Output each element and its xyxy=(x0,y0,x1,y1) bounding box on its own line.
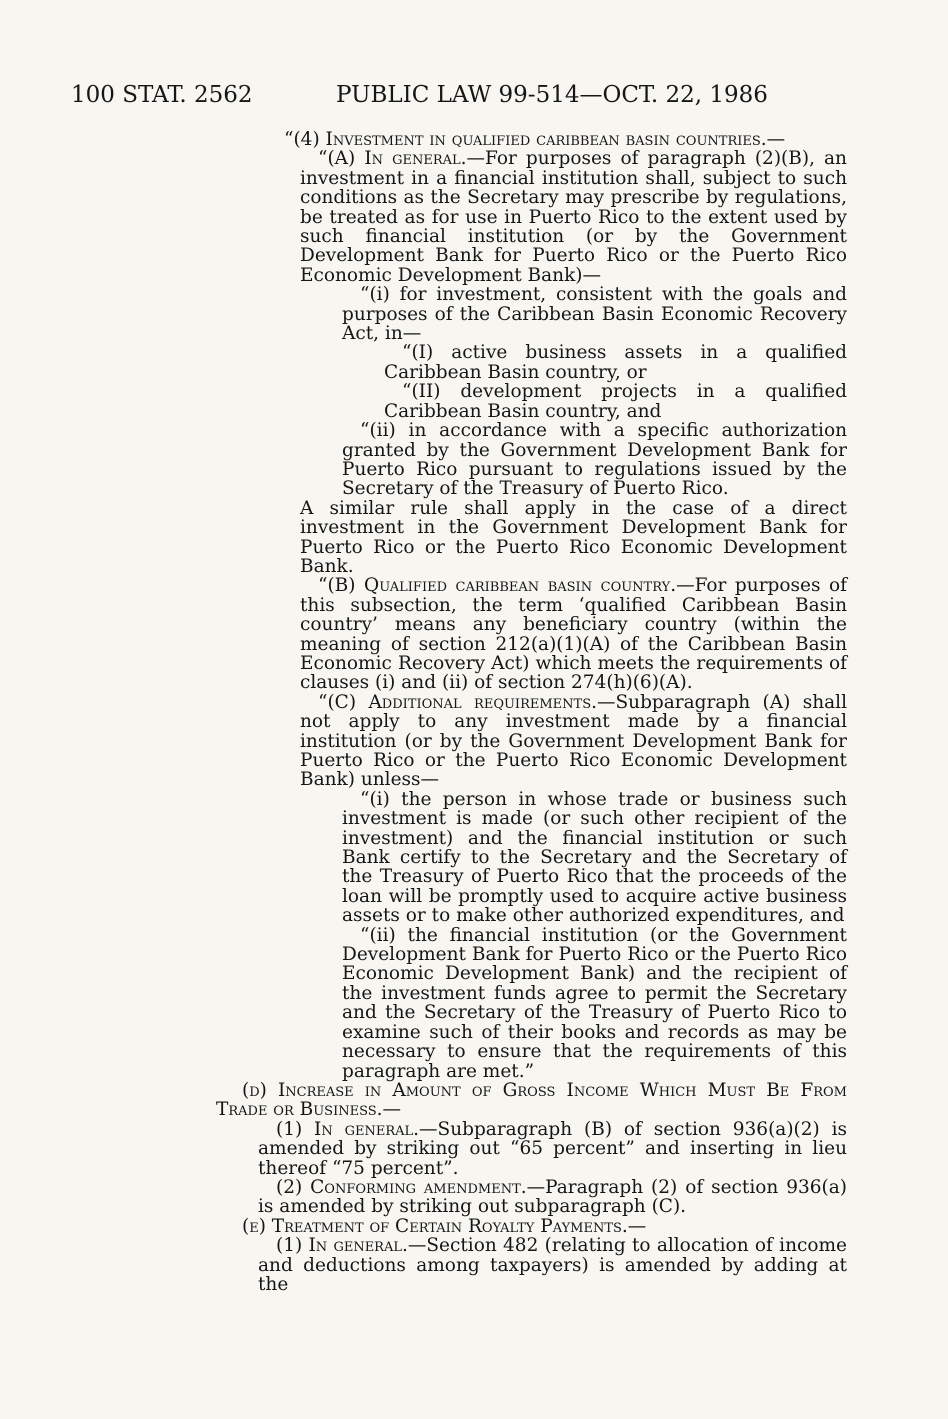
subclause-a-i-I: “(I) active business assets in a qualified Caribbean Basin country, or xyxy=(384,342,847,383)
subclause-a-i-II: “(II) development projects in a qualified Caribbean Basin country, and xyxy=(384,381,847,422)
paragraph-d-2-text: —Paragraph (2) of section 936(a) is amended by striking out subparagraph (C). xyxy=(258,1176,848,1218)
paragraph-e-1-text: —Section 482 (relating to allocation of income and deductions among taxpayers) is amended by adding at the xyxy=(258,1235,847,1295)
subparagraph-b xyxy=(300,576,847,692)
subparagraph-c xyxy=(300,693,847,790)
stat-page-number: 100 STAT. 2562 xyxy=(71,82,253,108)
page-header xyxy=(0,82,948,112)
subparagraph-c-heading: “(C) Additional requirements. xyxy=(318,691,597,713)
paragraph-d-1 xyxy=(258,1120,847,1178)
subsection-e-heading: (e) Treatment of Certain Royalty Payments.— xyxy=(242,1215,647,1237)
statute-text xyxy=(0,130,948,1294)
clause-a-i: “(i) for investment, consistent with the goals and purposes of the Caribbean Basin Economic Recovery Act, in— xyxy=(342,284,847,345)
paragraph-e-1 xyxy=(258,1236,847,1294)
paragraph-d-2-heading: (2) Conforming amendment. xyxy=(276,1176,527,1198)
clause-c-i: “(i) the person in whose trade or business such investment is made (or such other recipient of the investment) and the financial institution or such Bank certify to the Secretary and the Secretary of the Treasury of Puerto Rico that the proceeds of the loan will be promptly used to acquire active business assets or to make other authorized expenditures, and xyxy=(342,788,847,927)
paragraph-d-2 xyxy=(258,1178,847,1217)
subparagraph-a-flush-text: A similar rule shall apply in the case of a direct investment in the Government Development Bank for Puerto Rico or the Puerto Rico Economic Development Bank. xyxy=(300,497,847,577)
clause-c-ii: “(ii) the financial institution (or the Government Development Bank for Puerto Rico or the Puerto Rico Economic Development Bank) and the recipient of the investment funds agree to permit the Secretary and the Secretary of the Treasury of Puerto Rico to examine such of their books and records as may be necessary to ensure that the requirements of this paragraph are met.” xyxy=(342,924,847,1082)
paragraph-4-heading: “(4) Investment in qualified caribbean basin countries.— xyxy=(284,129,786,150)
law-title: PUBLIC LAW 99-514—OCT. 22, 1986 xyxy=(336,82,768,108)
subsection-d-heading: (d) Increase in Amount of Gross Income Which Must Be From Trade or Business.— xyxy=(216,1079,847,1121)
subparagraph-a-heading: “(A) In general. xyxy=(318,148,467,170)
paragraph-e-1-heading: (1) In general. xyxy=(276,1235,408,1257)
subparagraph-b-text: —For purposes of this subsection, the term ‘qualified Caribbean Basin country’ means any beneficiary country (within the meaning of section 212(a)(1)(A) of the Caribbean Basin Economic Recovery Act) which meets the requirements of clauses (i) and (ii) of section 274(h)(6)(A). xyxy=(300,575,847,694)
subparagraph-c-text: —Subparagraph (A) shall not apply to any investment made by a financial institution (or by the Government Development Bank for Puerto Rico or the Puerto Rico Economic Development Bank) unless— xyxy=(300,691,847,791)
subparagraph-b-heading: “(B) Qualified caribbean basin country. xyxy=(318,575,677,597)
subparagraph-a-text: —For purposes of paragraph (2)(B), an investment in a financial institution shall, subject to such conditions as the Secretary may prescribe by regulations, be treated as for use in Puerto Rico to the extent used by such financial institution (or by the Government Development Bank for Puerto Rico or the Puerto Rico Economic Development Bank)— xyxy=(300,148,847,286)
paragraph-d-1-heading: (1) In general. xyxy=(276,1118,420,1140)
subparagraph-a xyxy=(300,149,847,285)
clause-a-ii: “(ii) in accordance with a specific authorization granted by the Government Development Bank for Puerto Rico pursuant to regulations issued by the Secretary of the Treasury of Puerto Rico. xyxy=(342,420,847,500)
paragraph-d-1-text: —Subparagraph (B) of section 936(a)(2) is amended by striking out “65 percent” and inserting in lieu thereof “75 percent”. xyxy=(258,1118,847,1179)
